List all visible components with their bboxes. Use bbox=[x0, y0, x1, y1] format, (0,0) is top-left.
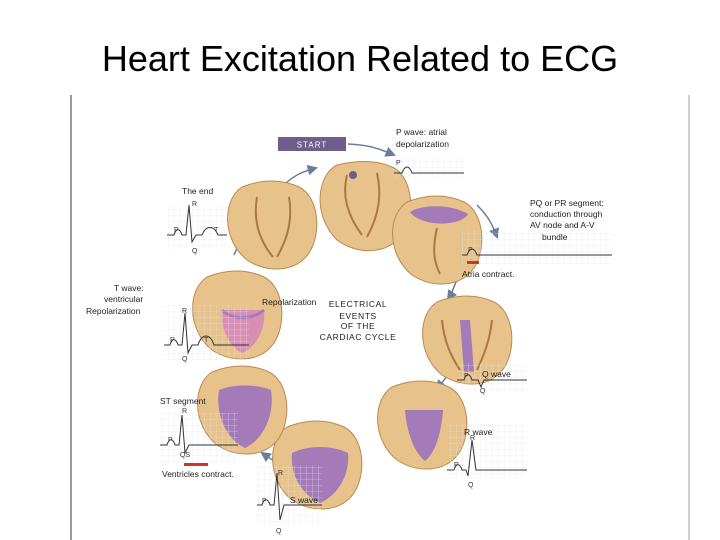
st-segment-label: ST segment bbox=[160, 396, 206, 406]
r-box-q-letter: Q bbox=[468, 482, 474, 489]
the-end-label: The end bbox=[182, 186, 214, 196]
end-box-q-letter: Q bbox=[192, 248, 198, 255]
p-wave-line-2: depolarization bbox=[396, 139, 449, 149]
t-wave-line-3: Repolarization bbox=[86, 306, 141, 316]
center-line-4: CARDIAC CYCLE bbox=[319, 332, 397, 342]
pq-line-1: PQ or PR segment: bbox=[530, 198, 604, 208]
q-box-q-letter: Q bbox=[480, 388, 486, 395]
s-box-q-letter: Q bbox=[276, 528, 282, 535]
ecg-st-segment bbox=[160, 408, 238, 466]
s-box-r-letter: R bbox=[278, 470, 284, 477]
end-box-p-letter: P bbox=[174, 227, 179, 234]
p-wave-line-1: P wave: atrial bbox=[396, 127, 447, 137]
pq-line-3: AV node and A-V bbox=[530, 220, 595, 230]
q-box-p-letter: P bbox=[464, 373, 469, 380]
pq-p-letter: P bbox=[468, 247, 473, 254]
atria-contract-label: Atria contract. bbox=[462, 269, 515, 279]
ecg-t-wave bbox=[164, 305, 249, 363]
pq-line-4: bundle bbox=[542, 232, 568, 242]
r-wave-label: R wave bbox=[464, 427, 493, 437]
ventricles-contract-label: Ventricles contract. bbox=[162, 469, 234, 479]
q-wave-label: Q wave bbox=[482, 369, 511, 379]
st-box-qs-letter: QS bbox=[180, 452, 191, 459]
repolarization-label: Repolarization bbox=[262, 297, 317, 307]
t-box-r-letter: R bbox=[182, 308, 188, 315]
pq-line-2: conduction through bbox=[530, 209, 603, 219]
s-wave-label: S wave bbox=[290, 495, 318, 505]
t-box-p-letter: P bbox=[170, 337, 175, 344]
st-box-r-letter: R bbox=[182, 408, 188, 415]
ecg-p-wave bbox=[394, 157, 464, 179]
start-label: START bbox=[296, 140, 328, 150]
center-line-2: EVENTS bbox=[339, 311, 377, 321]
ecg-q-wave bbox=[457, 363, 527, 395]
start-box bbox=[278, 137, 394, 155]
t-box-q-letter: Q bbox=[182, 356, 188, 363]
center-text bbox=[320, 299, 397, 342]
heart-illustration-end bbox=[228, 181, 317, 269]
ecg-pq-segment bbox=[462, 230, 612, 265]
s-box-p-letter: P bbox=[262, 498, 267, 505]
end-box-t-letter: T bbox=[214, 227, 219, 234]
end-box-r-letter: R bbox=[192, 201, 198, 208]
st-box-p-letter: P bbox=[168, 437, 173, 444]
t-wave-line-2: ventricular bbox=[104, 294, 144, 304]
r-box-p-letter: P bbox=[454, 462, 459, 469]
r-box-r-letter: R bbox=[470, 435, 476, 442]
slide-title: Heart Excitation Related to ECG bbox=[101, 38, 619, 79]
p-letter: P bbox=[396, 160, 401, 167]
center-line-1: ELECTRICAL bbox=[328, 299, 388, 309]
t-box-t-letter: T bbox=[204, 337, 209, 344]
center-line-3: OF THE bbox=[340, 321, 376, 331]
ecg-the-end bbox=[167, 201, 227, 255]
t-wave-line-1: T wave: bbox=[114, 283, 144, 293]
diagram-panel bbox=[70, 95, 690, 540]
cardiac-cycle-diagram bbox=[72, 95, 688, 540]
